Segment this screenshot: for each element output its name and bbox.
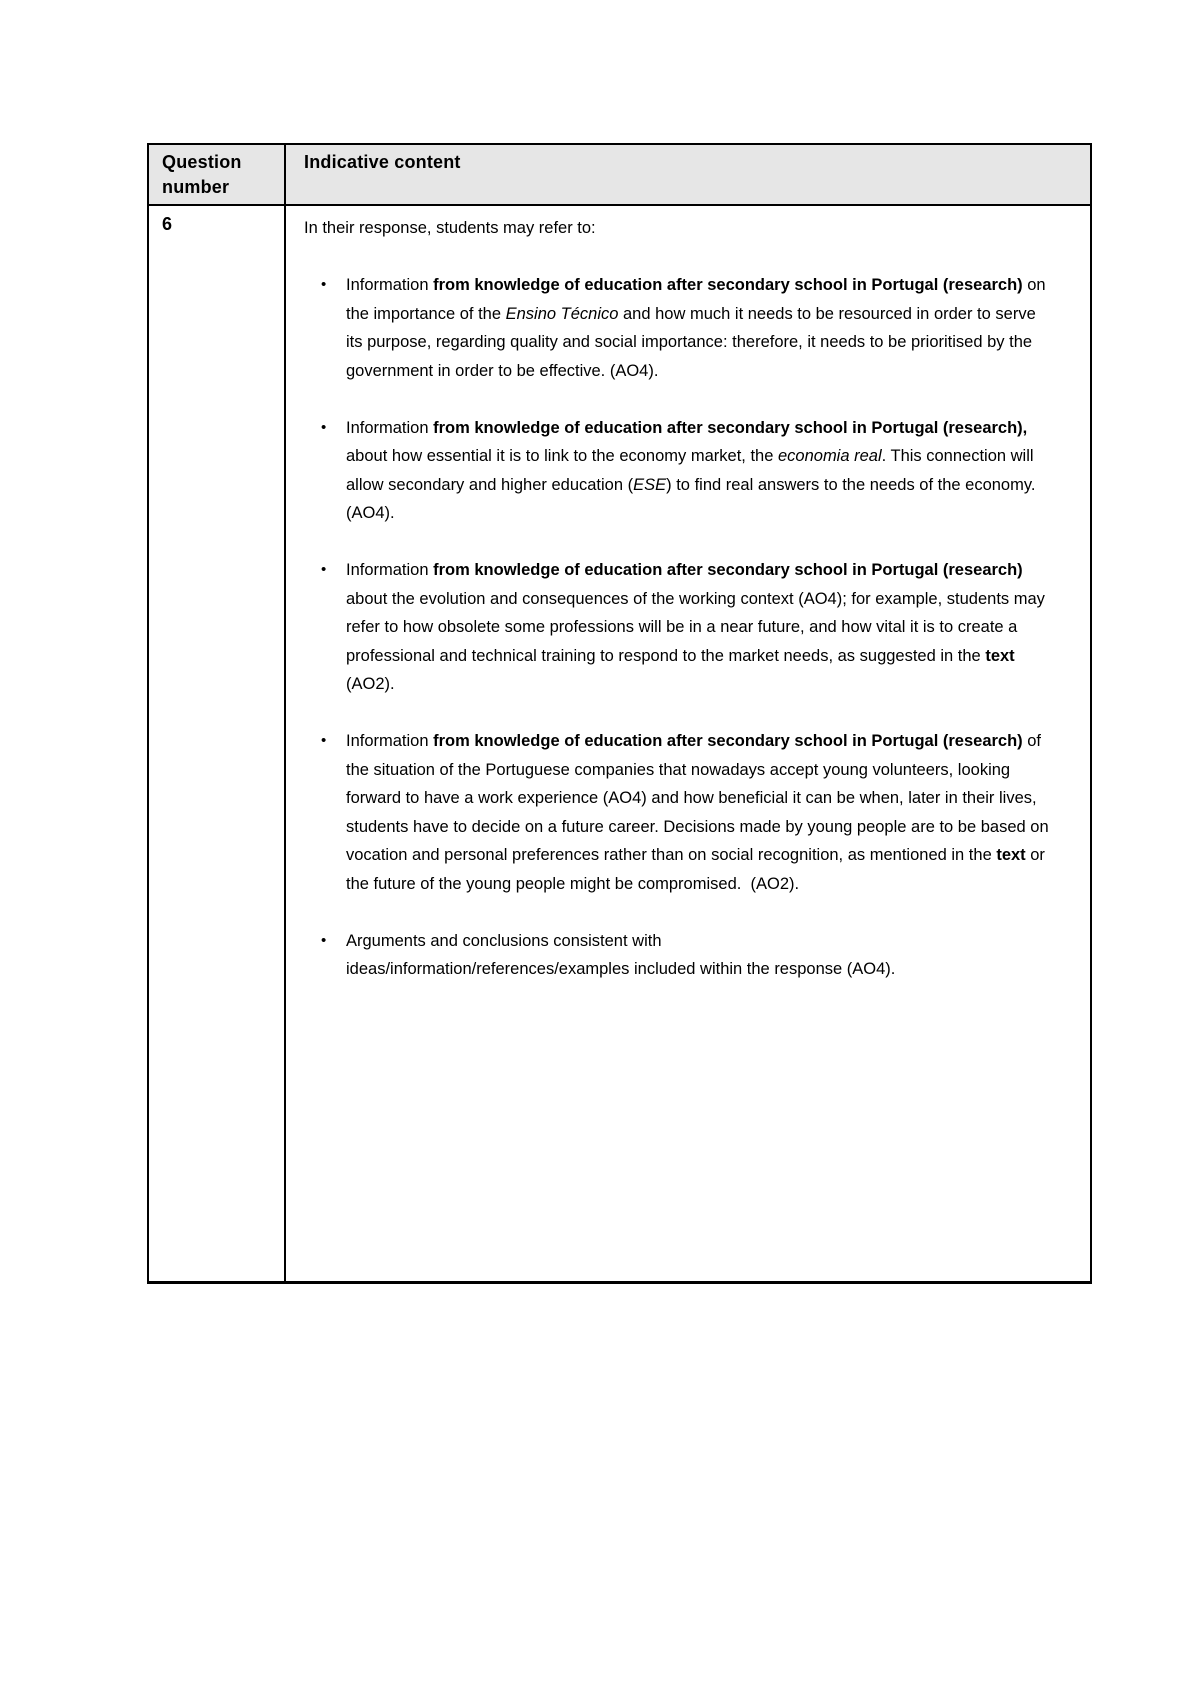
bullet-item xyxy=(304,556,1051,699)
text-segment: and how much it needs to be resourced in order to serve its purpose, regarding quality and social importance: therefore, it needs to be prioritised by the government in order to be effective. (AO4). xyxy=(346,304,1041,380)
header-cell-question-number: Question number xyxy=(149,145,286,204)
text-segment: of the situation of the Portuguese companies that nowadays accept young volunteers, looking forward to have a work experience (AO4) and how beneficial it can be when, later in their lives, students have to decide on a future career. Decisions made by young people are to be based on vocation and personal preferences rather than on social recognition, as mentioned in the xyxy=(346,732,1054,864)
text-segment: (AO2). xyxy=(346,646,1020,693)
bullet-item xyxy=(304,271,1051,385)
header-cell-indicative-content: Indicative content xyxy=(304,152,461,172)
text-segment: Ensino Técnico xyxy=(505,304,619,323)
text-segment: ) to find real answers to the needs of the economy. (AO4). xyxy=(346,475,1041,522)
text-segment: . This connection will allow secondary and higher education ( xyxy=(346,447,1039,494)
text-segment: about the evolution and consequences of the working context (AO4); for example, students may refer to how obsolete some professions will be in a near future, and how vital it is to create a professional and technical training to respond to the market needs, as suggested in the xyxy=(346,561,1050,665)
text-segment: economia real xyxy=(777,447,882,465)
table-body-row xyxy=(149,206,1090,1281)
text-segment: Arguments and conclusions consistent with xyxy=(346,931,662,950)
text-segment: Information xyxy=(346,276,434,294)
text-segment: ideas/information/references/examples included within the response (AO4). xyxy=(346,960,896,978)
text-segment: Information xyxy=(346,561,434,579)
text-segment: or the future of the young people might be compromised. (AO2). xyxy=(346,846,1050,893)
bullet-item xyxy=(304,414,1051,528)
text-segment: from knowledge of education after secondary school in Portugal (research) xyxy=(433,561,1023,579)
text-segment: text xyxy=(996,846,1026,864)
question-number-cell: 6 xyxy=(149,206,286,1281)
text-segment: about how essential it is to link to the economy market, the xyxy=(346,418,1032,465)
intro-text: In their response, students may refer to: xyxy=(304,219,596,237)
bullet-list xyxy=(304,271,1054,984)
table-header-row xyxy=(149,145,1090,206)
text-segment: Information xyxy=(346,732,434,750)
text-segment: from knowledge of education after secondary school in Portugal (research) xyxy=(433,732,1023,750)
text-segment: ESE xyxy=(633,475,667,494)
indicative-content-cell xyxy=(286,206,1090,1281)
text-segment: Information xyxy=(346,418,434,437)
bullet-item xyxy=(304,727,1054,898)
text-segment: text xyxy=(985,646,1015,665)
bullet-item xyxy=(304,927,1051,984)
text-segment: from knowledge of education after secondary school in Portugal (research), xyxy=(433,418,1028,437)
mark-scheme-table xyxy=(147,143,1092,1284)
text-segment: on the importance of the xyxy=(346,276,1051,323)
text-segment: from knowledge of education after secondary school in Portugal (research) xyxy=(433,276,1023,294)
